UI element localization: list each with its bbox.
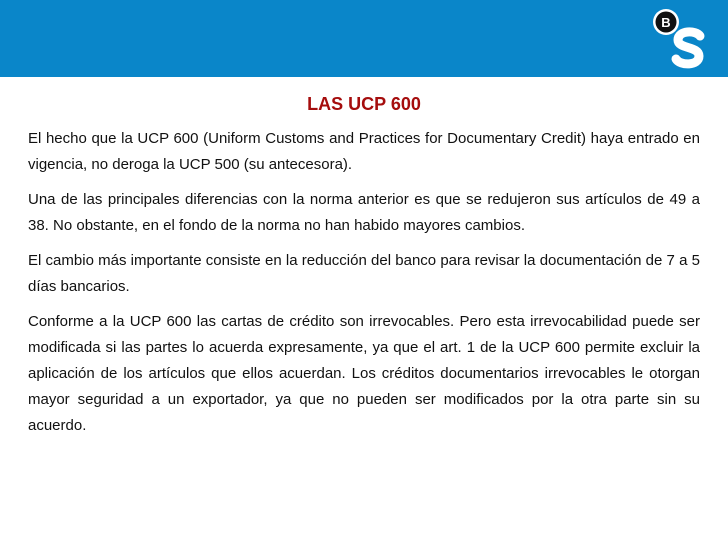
- paragraph-1: El hecho que la UCP 600 (Uniform Customs and Practices for Documentary Credit) haya entrado en vigencia, no deroga la UCP 500 (su antecesora).: [28, 130, 700, 173]
- paragraph-4: Conforme a la UCP 600 las cartas de crédito son irrevocables. Pero esta irrevocabilidad puede ser modificada si las partes lo acuerda expresamente, ya que el art. 1 de la UCP 600 permite excluir la aplicación de los artículos que ellos acuerdan. Los créditos documentarios irrevocables le otorgan mayor seguridad a un exportador, ya que no pueden ser modificados por la otra parte sin su acuerdo.: [28, 313, 700, 434]
- paragraph-3: El cambio más importante consiste en la reducción del banco para revisar la documentación de 7 a 5 días bancarios.: [28, 252, 700, 295]
- slide-content: [28, 92, 700, 448]
- header-bar: [0, 0, 728, 77]
- logo-badge-letter: B: [661, 15, 671, 30]
- paragraph-2: Una de las principales diferencias con la norma anterior es que se redujeron sus artículos de 49 a 38. No obstante, en el fondo de la norma no han habido mayores cambios.: [28, 191, 700, 234]
- logo-s-shape: [676, 32, 700, 64]
- slide-title: LAS UCP 600: [307, 94, 421, 114]
- bank-logo-icon: [650, 8, 712, 70]
